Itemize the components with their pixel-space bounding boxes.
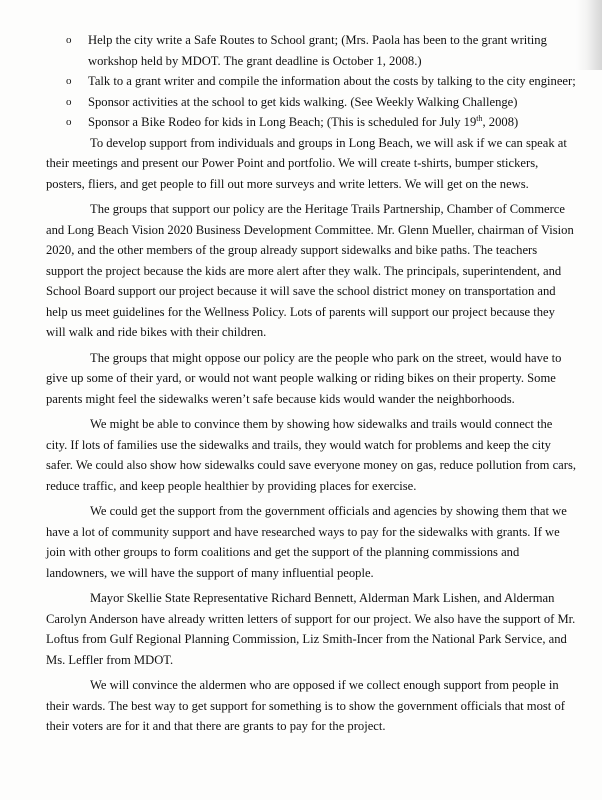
bullet-item	[46, 112, 576, 133]
scan-corner-shadow	[576, 0, 602, 70]
paragraph-supporters: The groups that support our policy are the Heritage Trails Partnership, Chamber of Commerce and Long Beach Vision 2020 Business Development Committee. Mr. Glenn Mueller, chairman of Vision 2020, and the other members of the group already support sidewalks and bike paths. The teachers support the project because the kids are more alert after they walk. The principals, superintendent, and School Board support our project because it will save the school district money on transportation and help us meet guidelines for the Wellness Policy. Lots of parents will support our project because they will walk and ride bikes with their children.	[46, 202, 574, 339]
paragraph-opposition: The groups that might oppose our policy are the people who park on the street, would have to give up some of their yard, or would not want people walking or riding bikes on their property. Some parents might feel the sidewalks weren’t safe because kids would wander the neighborhoods.	[46, 350, 562, 406]
bullet-text: Help the city write a Safe Routes to School grant; (Mrs. Paola has been to the grant writing workshop held by MDOT. The grant deadline is October 1, 2008.)	[88, 33, 547, 68]
paragraph-outreach: To develop support from individuals and groups in Long Beach, we will ask if we can speak at their meetings and present our Power Point and portfolio. We will create t-shirts, bumper stickers, posters, fliers, and get people to fill out more surveys and write letters. We will get on the news.	[46, 135, 567, 191]
bullet-item	[46, 71, 576, 92]
bullet-item	[46, 92, 576, 113]
paragraph-convince: We might be able to convince them by showing how sidewalks and trails would connect the city. If lots of families use the sidewalks and trails, they would watch for problems and keep the city safer. We could also show how sidewalks could save everyone money on gas, reduce pollution from cars, reduce traffic, and keep people healthier by providing places for exercise.	[46, 417, 577, 493]
bullet-circle-icon: o	[66, 116, 72, 128]
paragraph-letters-of-support: Mayor Skellie State Representative Richard Bennett, Alderman Mark Lishen, and Alderman Carolyn Anderson have already written letters of support for our project. We also have the support of Mr. Loftus from Gulf Regional Planning Commission, Liz Smith-Incer from the National Park Service, and Ms. Leffler from MDOT.	[46, 591, 576, 667]
action-bullet-list	[46, 30, 576, 133]
paragraph-government-support: We could get the support from the government officials and agencies by showing them that we have a lot of community support and have researched ways to pay for the sidewalks with grants. If we join with other groups to form coalitions and get the support of the planning commissions and landowners, we will have the support of many influential people.	[46, 504, 567, 580]
ordinal-suffix: th	[476, 113, 483, 123]
bullet-text: Sponsor activities at the school to get kids walking. (See Weekly Walking Challenge)	[88, 94, 518, 109]
paragraph-aldermen: We will convince the aldermen who are opposed if we collect enough support from people in their wards. The best way to get support for something is to show the government officials that most of their voters are for it and that there are grants to pay for the project.	[46, 678, 565, 733]
bullet-text-part: , 2008)	[482, 115, 519, 129]
bullet-circle-icon: o	[66, 95, 72, 108]
bullet-circle-icon: o	[66, 34, 72, 46]
bullet-text: Talk to a grant writer and compile the information about the costs by talking to the city engineer;	[88, 74, 576, 88]
bullet-circle-icon: o	[66, 75, 72, 87]
document-body	[46, 30, 576, 742]
bullet-text	[88, 115, 518, 129]
bullet-text-part: Sponsor a Bike Rodeo for kids in Long Beach; (This is scheduled for July 19	[88, 115, 477, 129]
bullet-item	[46, 30, 576, 71]
